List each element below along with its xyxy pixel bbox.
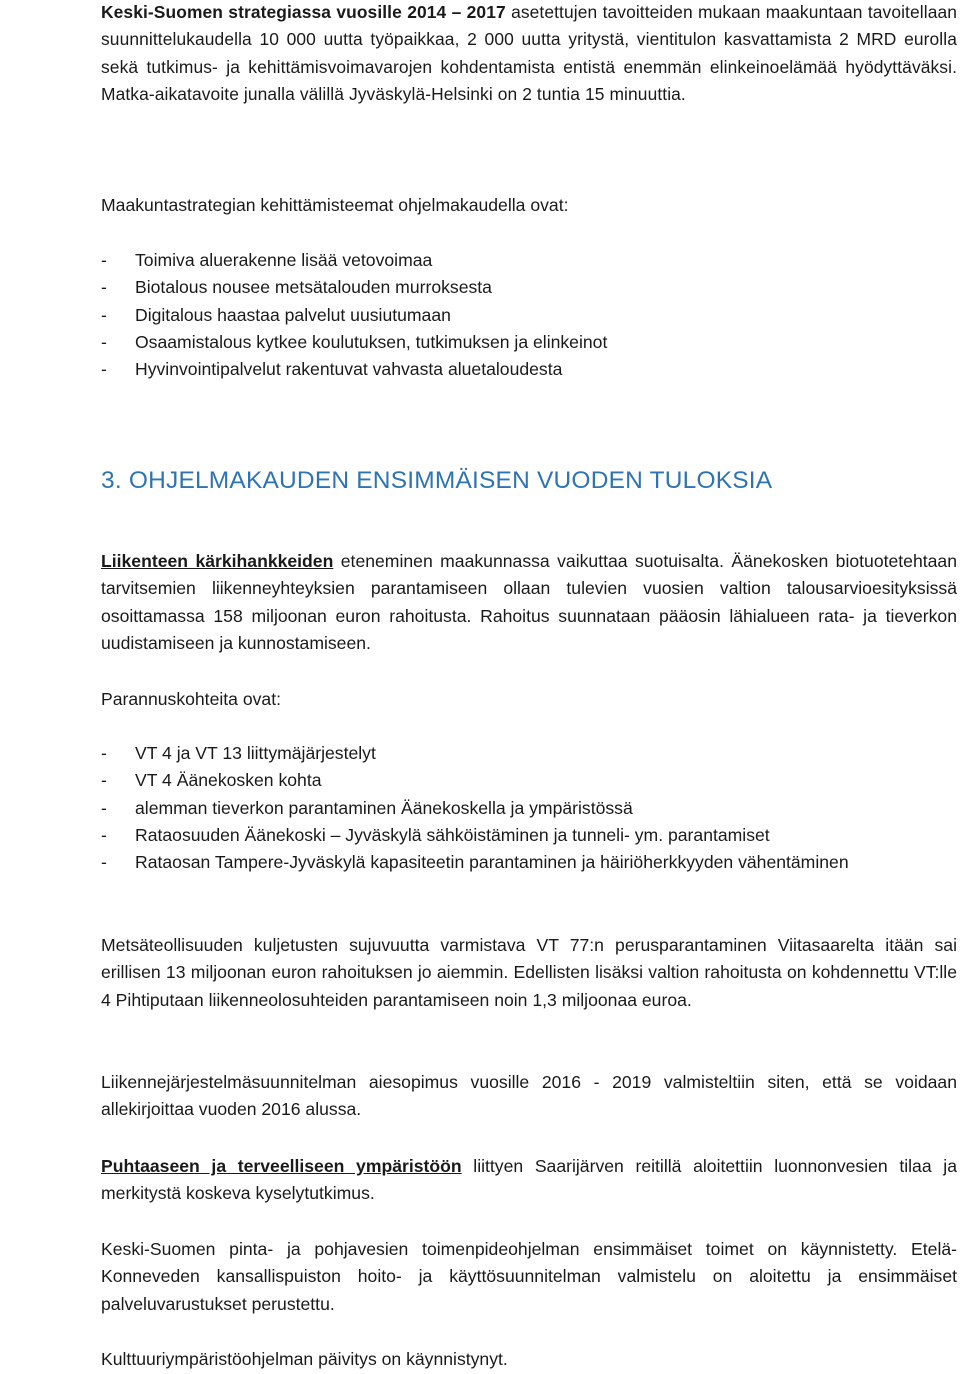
improvements-list: [101, 740, 957, 876]
system-plan-paragraph: Liikennejärjestelmäsuunnitelman aiesopimus vuosille 2016 - 2019 valmisteltiin siten, että se voidaan allekirjoittaa vuoden 2016 alussa.: [101, 1072, 957, 1120]
list-item: - alemman tieverkon parantaminen Äänekoskella ja ympäristössä: [101, 797, 633, 818]
forest-paragraph: Metsäteollisuuden kuljetusten sujuvuutta varmistava VT 77:n perusparantaminen Viitasaarelta itään sai erillisen 13 miljoonan euron rahoituksen jo aiemmin. Edellisten lisäksi valtion rahoitusta on kohdennettu VT:lle 4 Pihtiputaan liikenneolosuhteiden parantamiseen noin 1,3 miljoonaa euroa.: [101, 935, 957, 1010]
section-3-title: 3. OHJELMAKAUDEN ENSIMMÄISEN VUODEN TULOKSIA: [101, 467, 773, 494]
intro-bold-lead: Keski-Suomen strategiassa vuosille 2014 – 2017: [101, 2, 506, 22]
traffic-link: Liikenteen kärkihankkeiden: [101, 551, 334, 571]
themes-list: [101, 247, 957, 383]
list-item: - Osaamistalous kytkee koulutuksen, tutkimuksen ja elinkeinot: [101, 331, 608, 352]
list-item: - Biotalous nousee metsätalouden murroksesta: [101, 277, 492, 298]
list-item: - Toimiva aluerakenne lisää vetovoimaa: [101, 250, 433, 270]
environment-link: Puhtaaseen ja terveelliseen ympäristöön: [101, 1156, 462, 1176]
list-item: - Rataosan Tampere-Jyväskylä kapasiteetin parantaminen ja häiriöherkkyyden vähentäminen: [101, 852, 849, 873]
list-item: - VT 4 Äänekosken kohta: [101, 770, 322, 791]
list-item: - VT 4 ja VT 13 liittymäjärjestelyt: [101, 743, 376, 763]
intro-paragraph: [101, 0, 957, 108]
environment-paragraph: Puhtaaseen ja terveelliseen ympäristöön liittyen Saarijärven reitillä aloitettiin luonnonvesien tilaa ja merkitystä koskeva kyselytutkimus.: [101, 1156, 957, 1204]
water-paragraph: Keski-Suomen pinta- ja pohjavesien toimenpideohjelman ensimmäiset toimet on käynnistetty. Etelä-Konneveden kansallispuiston hoito- ja käyttösuunnitelman valmistelu on aloitettu ja ensimmäiset palveluvarustukset perustettu.: [101, 1239, 957, 1314]
list-item: - Digitalous haastaa palvelut uusiutumaan: [101, 304, 451, 325]
traffic-paragraph: Liikenteen kärkihankkeiden eteneminen maakunnassa vaikuttaa suotuisalta. Äänekosken biotuotetehtaan tarvitsemien liikenneyhteyksien parantamiseen ollaan tulevien vuosien valtion talousarvioesityksissä osoittamassa 158 miljoonan euron rahoitusta. Rahoitus suunnataan pääosin lähialueen rata- ja tieverkon uudistamiseen ja kunnostamiseen.: [101, 551, 957, 653]
list-item: - Hyvinvointipalvelut rakentuvat vahvasta aluetaloudesta: [101, 359, 563, 380]
intro-text: asetettujen tavoitteiden mukaan maakuntaan tavoitellaan suunnittelukaudella 10 000 uutta työpaikkaa, 2 000 uutta yritystä, vientitulon kasvattamista 2 MRD eurolla sekä tutkimus- ja kehittämisvoimavarojen kohdentamista entistä enemmän elinkeinoelämää hyödyttäväksi. Matka-aikatavoite junalla välillä Jyväskylä-Helsinki on 2 tuntia 15 minuuttia.: [101, 2, 958, 104]
section-heading: [101, 466, 957, 496]
themes-lead-text: Maakuntastrategian kehittämisteemat ohjelmakaudella ovat:: [101, 195, 569, 215]
themes-lead: [101, 192, 957, 219]
culture-paragraph: Kulttuuriympäristöohjelman päivitys on käynnistynyt.: [101, 1349, 508, 1369]
improvements-lead: Parannuskohteita ovat:: [101, 689, 281, 709]
list-item: - Rataosuuden Äänekoski – Jyväskylä sähköistäminen ja tunneli- ym. parantamiset: [101, 824, 770, 845]
